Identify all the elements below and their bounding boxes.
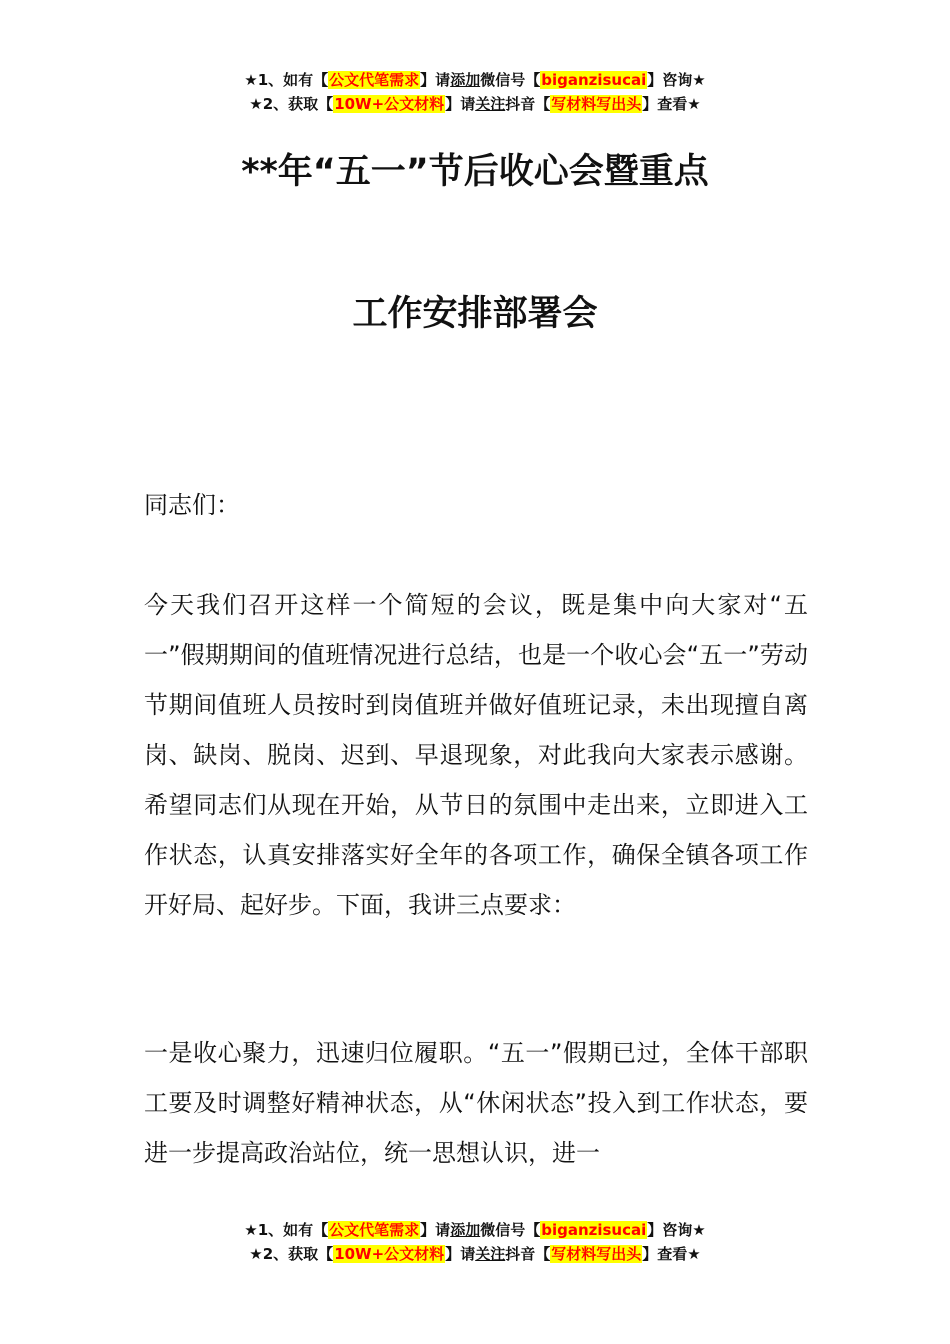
- banner-wechat-id: biganzisucai: [541, 71, 647, 89]
- banner-text: 】查看★: [642, 1245, 701, 1263]
- banner-text: 】请: [445, 95, 476, 113]
- banner-underlined: 添加: [450, 1221, 481, 1239]
- banner-highlight: 公文代笔需求: [329, 71, 420, 89]
- header-banner: [0, 68, 950, 116]
- banner-underlined: 关注: [475, 95, 506, 113]
- banner-highlight: 公文代笔需求: [329, 1221, 420, 1239]
- banner-text: ★2、获取【: [249, 1245, 334, 1263]
- banner-line-1: [0, 1218, 950, 1242]
- banner-text: 抖音【: [505, 95, 551, 113]
- paragraph-intro: 今天我们召开这样一个简短的会议，既是集中向大家对“五一”假期期间的值班情况进行总结，也是一个收心会“五一”劳动节期间值班人员按时到岗值班并做好值班记录，未出现擅自离岗、缺岗、脱岗、迟到、早退现象，对此我向大家表示感谢。希望同志们从现在开始，从节日的氛围中走出来，立即进入工作状态，认真安排落实好全年的各项工作，确保全镇各项工作开好局、起好步。下面，我讲三点要求：: [144, 591, 808, 919]
- banner-douyin-name: 写材料写出头: [551, 1245, 642, 1263]
- banner-line-2: [0, 1242, 950, 1266]
- banner-wechat-id: biganzisucai: [541, 1221, 647, 1239]
- paragraph-point-one: 一是收心聚力，迅速归位履职。“五一”假期已过，全体干部职工要及时调整好精神状态，从“休闲状态”投入到工作状态，要进一步提高政治站位，统一思想认识，进一: [144, 1039, 808, 1167]
- banner-highlight: 10W+公文材料: [334, 1245, 445, 1263]
- document-title-line-1: **年“五一”节后收心会暨重点: [241, 152, 709, 192]
- banner-text: 抖音【: [505, 1245, 551, 1263]
- banner-highlight: 10W+公文材料: [334, 95, 445, 113]
- banner-text: ★2、获取【: [249, 95, 334, 113]
- banner-text: 】咨询★: [647, 71, 706, 89]
- banner-text: ★1、如有【: [244, 1221, 329, 1239]
- banner-text: 】请: [445, 1245, 476, 1263]
- banner-text: ★1、如有【: [244, 71, 329, 89]
- footer-banner: [0, 1218, 950, 1266]
- banner-line-1: [0, 68, 950, 92]
- banner-text: 微信号【: [480, 71, 541, 89]
- banner-text: 】请: [420, 1221, 451, 1239]
- banner-underlined: 关注: [475, 1245, 506, 1263]
- banner-underlined: 添加: [450, 71, 481, 89]
- banner-text: 】查看★: [642, 95, 701, 113]
- salutation: 同志们：: [144, 491, 240, 519]
- banner-text: 】咨询★: [647, 1221, 706, 1239]
- banner-text: 】请: [420, 71, 451, 89]
- document-title-line-2: 工作安排部署会: [352, 294, 598, 334]
- banner-douyin-name: 写材料写出头: [551, 95, 642, 113]
- banner-text: 微信号【: [480, 1221, 541, 1239]
- banner-line-2: [0, 92, 950, 116]
